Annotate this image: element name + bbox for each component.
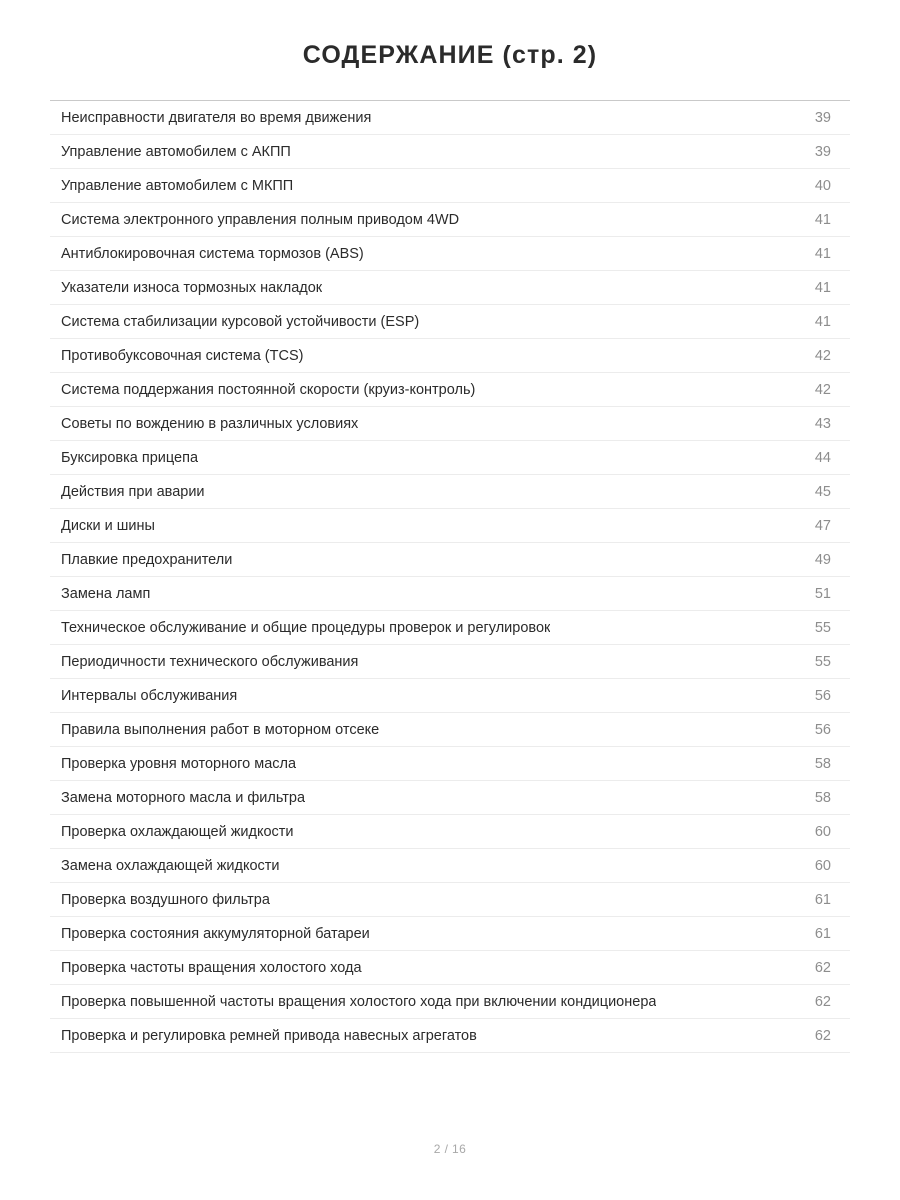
toc-entry-label: Управление автомобилем с АКПП: [61, 144, 291, 160]
toc-entry-page-number: 39: [814, 110, 831, 126]
toc-entry[interactable]: [50, 237, 850, 271]
toc-entry-page-number: 44: [814, 450, 831, 466]
toc-entry-label: Проверка частоты вращения холостого хода: [61, 960, 362, 976]
toc-entry-page-number: 62: [814, 1028, 831, 1044]
toc-entry-label: Замена охлаждающей жидкости: [61, 858, 280, 874]
toc-entry[interactable]: [50, 305, 850, 339]
toc-entry-page-number: 40: [814, 178, 831, 194]
toc-entry[interactable]: [50, 747, 850, 781]
toc-entry[interactable]: [50, 203, 850, 237]
toc-entry-label: Периодичности технического обслуживания: [61, 654, 359, 670]
toc-entry-label: Диски и шины: [61, 518, 155, 534]
toc-entry-page-number: 41: [814, 280, 831, 296]
toc-entry-label: Действия при аварии: [61, 484, 205, 500]
toc-entry-label: Проверка повышенной частоты вращения холостого хода при включении кондиционера: [61, 994, 657, 1010]
toc-entry[interactable]: [50, 985, 850, 1019]
toc-entry[interactable]: [50, 509, 850, 543]
toc-entry[interactable]: [50, 645, 850, 679]
toc-entry-page-number: 49: [814, 552, 831, 568]
toc-entry-label: Проверка охлаждающей жидкости: [61, 824, 294, 840]
toc-entry[interactable]: [50, 815, 850, 849]
toc-entry[interactable]: [50, 271, 850, 305]
toc-entry-page-number: 45: [814, 484, 831, 500]
toc-entry-label: Правила выполнения работ в моторном отсеке: [61, 722, 380, 738]
toc-entry-page-number: 58: [814, 790, 831, 806]
toc-entry-label: Проверка и регулировка ремней привода навесных агрегатов: [61, 1028, 477, 1044]
toc-entry[interactable]: [50, 101, 850, 135]
toc-entry-page-number: 61: [814, 892, 831, 908]
toc-entry-label: Система поддержания постоянной скорости (круиз-контроль): [61, 382, 476, 398]
toc-entry-label: Неисправности двигателя во время движения: [61, 110, 372, 126]
toc-entry[interactable]: [50, 713, 850, 747]
toc-entry-label: Проверка воздушного фильтра: [61, 892, 270, 908]
toc-entry-page-number: 55: [814, 620, 831, 636]
toc-entry-page-number: 56: [814, 722, 831, 738]
toc-entry[interactable]: [50, 917, 850, 951]
toc-entry-label: Буксировка прицепа: [61, 450, 199, 466]
toc-entry-page-number: 60: [814, 858, 831, 874]
toc-entry-page-number: 42: [814, 382, 831, 398]
toc-entry[interactable]: [50, 339, 850, 373]
toc-entry-label: Замена ламп: [61, 586, 151, 602]
toc-entry-label: Проверка уровня моторного масла: [61, 756, 297, 772]
toc-entry-label: Интервалы обслуживания: [61, 688, 238, 704]
toc-entry-page-number: 55: [814, 654, 831, 670]
toc-entry-page-number: 62: [814, 960, 831, 976]
toc-entry-label: Противобуксовочная система (TCS): [61, 348, 304, 364]
toc-entry-page-number: 41: [814, 314, 831, 330]
toc-entry[interactable]: [50, 577, 850, 611]
toc-entry[interactable]: [50, 475, 850, 509]
page-title: СОДЕРЖАНИЕ (стр. 2): [302, 41, 598, 69]
toc-entry-label: Антиблокировочная система тормозов (ABS): [61, 246, 364, 262]
toc-entry[interactable]: [50, 951, 850, 985]
toc-entry-label: Советы по вождению в различных условиях: [61, 416, 359, 432]
toc-entry-page-number: 42: [814, 348, 831, 364]
toc-entry-label: Система электронного управления полным приводом 4WD: [61, 212, 460, 228]
toc-entry[interactable]: [50, 1019, 850, 1053]
toc-entry[interactable]: [50, 611, 850, 645]
toc-entry[interactable]: [50, 679, 850, 713]
toc-entry[interactable]: [50, 543, 850, 577]
toc-entry-page-number: 62: [814, 994, 831, 1010]
toc-entry-label: Плавкие предохранители: [61, 552, 233, 568]
toc-entry[interactable]: [50, 373, 850, 407]
toc-entry[interactable]: [50, 781, 850, 815]
toc-entry[interactable]: [50, 169, 850, 203]
toc-entry-page-number: 61: [814, 926, 831, 942]
toc-entry-label: Проверка состояния аккумуляторной батареи: [61, 926, 370, 942]
toc-entry-label: Управление автомобилем с МКПП: [61, 178, 294, 194]
toc-entry-page-number: 56: [814, 688, 831, 704]
toc-entry[interactable]: [50, 883, 850, 917]
toc-entry-page-number: 41: [814, 212, 831, 228]
toc-entry[interactable]: [50, 407, 850, 441]
toc-entry-page-number: 60: [814, 824, 831, 840]
toc-entry-label: Замена моторного масла и фильтра: [61, 790, 306, 806]
toc-entry[interactable]: [50, 441, 850, 475]
toc-entry-page-number: 51: [814, 586, 831, 602]
toc-entry-label: Система стабилизации курсовой устойчивости (ESP): [61, 314, 420, 330]
toc-entry[interactable]: [50, 849, 850, 883]
toc-entry-page-number: 47: [814, 518, 831, 534]
toc-entry-label: Указатели износа тормозных накладок: [61, 280, 323, 296]
toc-entry[interactable]: [50, 135, 850, 169]
toc-entry-label: Техническое обслуживание и общие процедуры проверок и регулировок: [61, 620, 551, 636]
toc-entry-page-number: 41: [814, 246, 831, 262]
toc-entry-page-number: 39: [814, 144, 831, 160]
toc-entry-page-number: 58: [814, 756, 831, 772]
table-of-contents: [50, 101, 850, 1053]
page-footer: 2 / 16: [433, 1142, 467, 1156]
toc-entry-page-number: 43: [814, 416, 831, 432]
